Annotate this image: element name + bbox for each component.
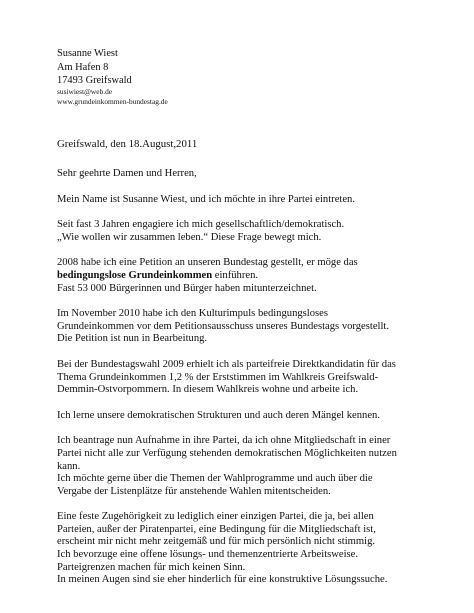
text-line: Ich beantrage nun Aufnahme in ihre Partei, da ich ohne Mitgliedschaft in einer <box>57 435 391 447</box>
sender-contact <box>57 87 168 107</box>
paragraph-election <box>57 359 442 397</box>
sender-city: 17493 Greifswald <box>57 75 132 87</box>
text-line: Grundeinkommen vor dem Petitionsausschuss unseres Bundestags vorgestellt. <box>57 320 389 332</box>
paragraph-party-affiliation <box>57 511 442 587</box>
paragraph-introduction: Mein Name ist Susanne Wiest, und ich möchte in ihre Partei eintreten. <box>57 193 355 205</box>
text-line: kann. <box>57 460 81 472</box>
text-line: Im November 2010 habe ich den Kulturimpuls bedingungsloses <box>57 308 328 320</box>
salutation: Sehr geehrte Damen und Herren, <box>57 168 197 179</box>
text-line: Thema Grundeinkommen 1,2 % der Erststimmen im Wahlkreis Greifswald- <box>57 371 379 383</box>
text-line <box>57 270 442 283</box>
text-line: „Wie wollen wir zusammen leben.“ Diese Frage bewegt mich. <box>57 231 322 243</box>
text-line: 2008 habe ich eine Petition an unseren Bundestag gestellt, er möge das <box>57 257 358 269</box>
text-fragment: einführen. <box>212 269 259 281</box>
text-line: Parteigrenzen machen für mich keinen Sinn. <box>57 561 246 573</box>
paragraph-structures: Ich lerne unsere demokratischen Strukturen und auch deren Mängel kennen. <box>57 409 380 421</box>
text-line: Ich bevorzuge eine offene lösungs- und themenzentrierte Arbeitsweise. <box>57 549 359 561</box>
text-line: Seit fast 3 Jahren engagiere ich mich gesellschaftlich/demokratisch. <box>57 219 345 231</box>
sender-email: susiwiest@web.de <box>57 87 113 96</box>
letter-body <box>57 168 442 600</box>
text-line: Bei der Bundestagswahl 2009 erhielt ich als parteifreie Direktkandidatin für das <box>57 358 396 370</box>
text-line: Die Petition ist nun in Bearbeitung. <box>57 333 208 345</box>
date-line: Greifswald, den 18.August,2011 <box>57 138 198 150</box>
text-line: Fast 53 000 Bürgerinnen und Bürger haben mitunterzeichnet. <box>57 282 317 294</box>
bold-phrase: bedingungslose Grundeinkommen <box>57 269 213 281</box>
paragraph-petition <box>57 257 442 295</box>
text-line: Eine feste Zugehörigkeit zu lediglich einer einzigen Partei, die ja, bei allen <box>57 511 374 523</box>
sender-street: Am Hafen 8 <box>57 61 109 73</box>
text-line: Ich möchte gerne über die Themen der Wahlprogramme und auch über die <box>57 473 373 485</box>
sender-address <box>57 47 132 88</box>
paragraph-engagement <box>57 219 442 244</box>
text-line: Vergabe der Listenplätze für anstehende Wahlen mitentscheiden. <box>57 485 331 497</box>
text-line: Partei nicht alle zur Verfügung stehenden demokratischen Möglichkeiten nutzen <box>57 447 397 459</box>
text-line: In meinen Augen sind sie eher hinderlich für eine konstruktive Lösungssuche. <box>57 574 388 586</box>
sender-website: www.grundeinkommen-bundestag.de <box>57 97 168 107</box>
paragraph-kulturimpuls <box>57 308 442 346</box>
paragraph-application <box>57 435 442 498</box>
text-line: Demmin-Ostvorpommern. In diesem Wahlkreis wohne und arbeite ich. <box>57 384 359 396</box>
text-line: erscheint mir nicht mehr zeitgemäß und für mich persönlich nicht stimmig. <box>57 536 376 548</box>
sender-name: Susanne Wiest <box>57 48 118 59</box>
text-line: Parteien, außer der Piratenpartei, eine Bedingung für die Mitgliedschaft ist, <box>57 523 376 535</box>
